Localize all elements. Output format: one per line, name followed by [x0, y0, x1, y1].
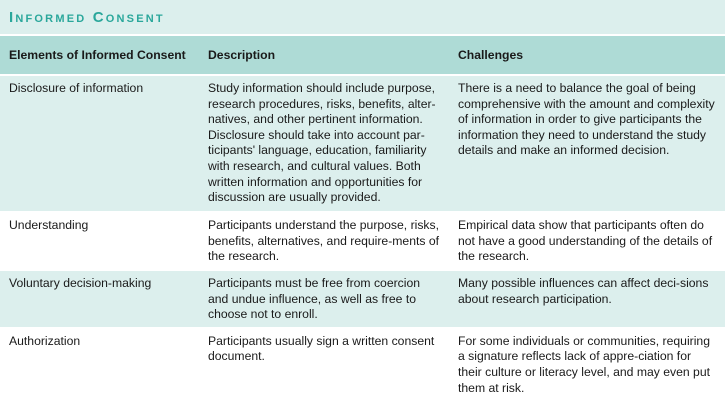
table-row	[0, 328, 725, 406]
row-challenges-cell	[449, 328, 725, 406]
row-challenges-cell	[449, 212, 725, 270]
row-description-cell	[199, 270, 449, 328]
description-text: Participants understand the purpose, risks, benefits, alternatives, and require-ments of the research.	[208, 218, 440, 264]
page-title: Informed Consent	[9, 8, 165, 26]
column-header-elements: Elements of Informed Consent	[0, 35, 199, 75]
consent-table	[0, 34, 725, 406]
row-description-cell	[199, 75, 449, 212]
table-header-row	[0, 35, 725, 75]
row-element-cell: Understanding	[0, 212, 199, 270]
row-element-cell: Authorization	[0, 328, 199, 406]
description-text: Study information should include purpose, research procedures, risks, benefits, alter-natives, and other pertinent information. Disclosure should take into account par-ticipants' language, education, familiarity with research, and cultural values. Both written information and opportunities for discussion are usually provided.	[208, 81, 436, 205]
challenges-text: There is a need to balance the goal of being comprehensive with the amount and complexity of information in order to give participants the information they need to understand the study details and make an informed decision.	[458, 81, 715, 158]
challenges-text: Many possible influences can affect deci-sions about research participation.	[458, 276, 709, 306]
challenges-text: Empirical data show that participants often do not have a good understanding of the details of the research.	[458, 218, 713, 264]
column-header-challenges: Challenges	[449, 35, 725, 75]
challenges-text: For some individuals or communities, requiring a signature reflects lack of appre-ciation for their culture or literacy level, and may even put them at risk.	[458, 333, 710, 395]
row-description-cell	[199, 212, 449, 270]
table-row	[0, 270, 725, 328]
row-description-cell	[199, 328, 449, 406]
table-row	[0, 212, 725, 270]
column-header-description: Description	[199, 35, 449, 75]
row-challenges-cell	[449, 270, 725, 328]
row-challenges-cell	[449, 75, 725, 212]
description-text: Participants must be free from coercion and undue influence, as well as free to choose not to enroll.	[208, 276, 421, 322]
row-element-cell: Voluntary decision-making	[0, 270, 199, 328]
title-bar	[0, 0, 725, 34]
description-text: Participants usually sign a written consent document.	[208, 333, 435, 364]
row-element-cell: Disclosure of information	[0, 75, 199, 212]
table-row	[0, 75, 725, 212]
